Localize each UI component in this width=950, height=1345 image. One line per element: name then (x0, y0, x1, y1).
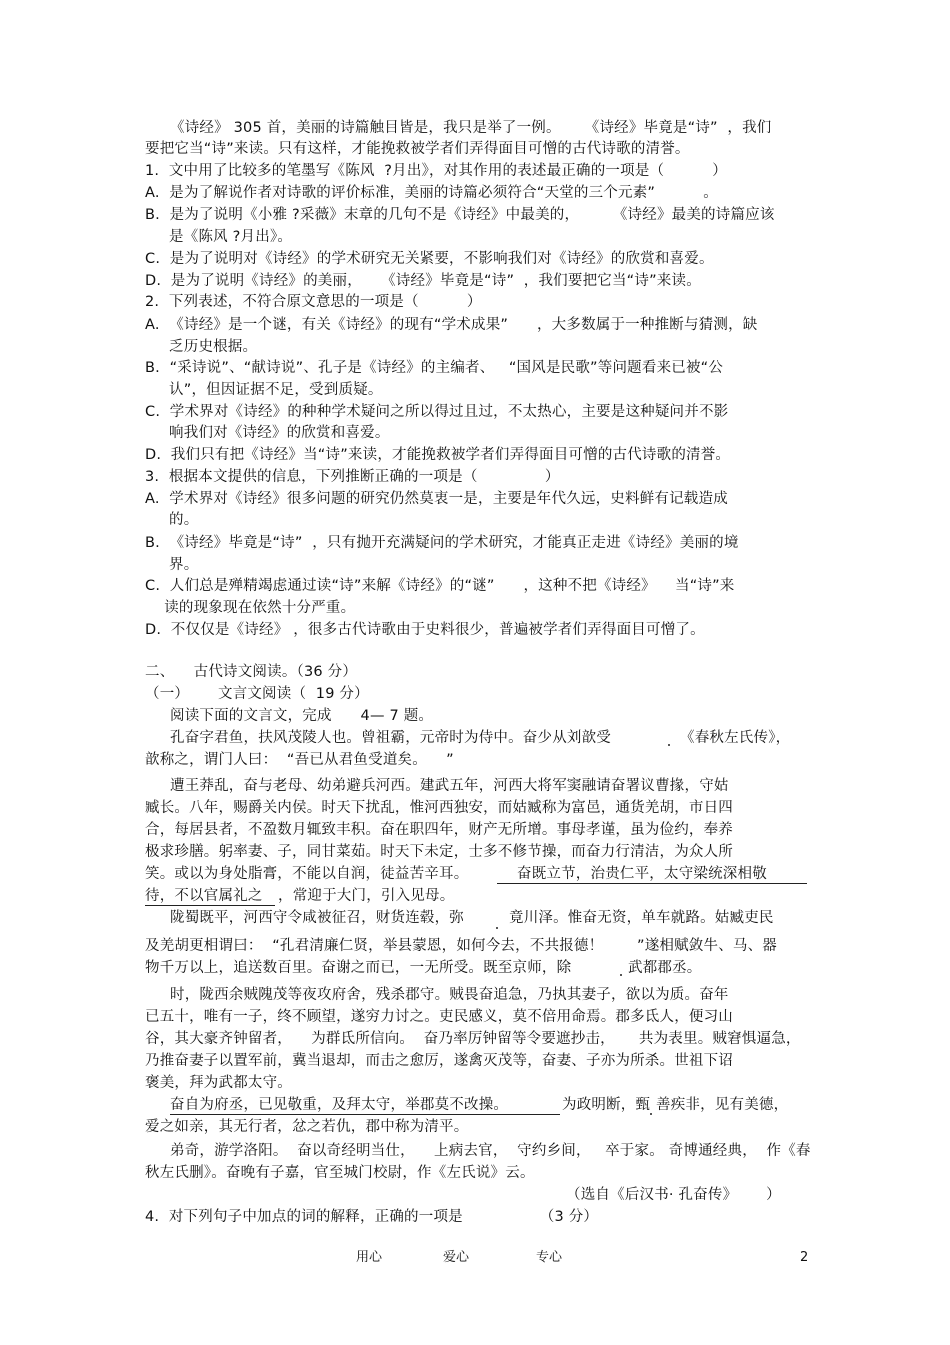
classical-text-line: 爱之如亲，其无行者，忿之若仇，郡中称为清平。 (145, 1119, 469, 1135)
subsection-heading: （一） 文言文阅读（ 19 分） (145, 686, 369, 702)
question-2-stem: 2. 下列表述，不符合原文意思的一项是（ ） (145, 294, 482, 310)
classical-text-line: ，常迎于大门，引入见母。 (278, 888, 455, 904)
footer-motto: 用心 (356, 1250, 383, 1265)
option-line: 界。 (145, 557, 199, 573)
classical-text-line: 竟川泽。惟奋无资，单车就路。姑臧吏民 (509, 910, 774, 926)
classical-text-line: 歆称之，谓门人曰： “吾已从君鱼受道矣。 ” (145, 752, 454, 768)
section-heading: 二、 古代诗文阅读。（36 分） (145, 664, 358, 680)
classical-text-line: 极求珍膳。躬率妻、子，同甘菜茹。时天下未定，士多不修节操，而奋力行清洁，为众人所 (145, 844, 733, 860)
underlined-sentence: 奋自为府丞，已见敬重，及拜太守，举郡莫不改操。 (170, 1097, 509, 1113)
source-citation: （选自《后汉书· 孔奋传》 ） (566, 1187, 781, 1203)
classical-text-line: 臧长。八年，赐爵关内侯。时天下扰乱，惟河西独安，而姑臧称为富邑，通货羌胡，市日四 (145, 800, 733, 816)
underline-rule (145, 905, 275, 906)
classical-text-line: 孔奋字君鱼，扶风茂陵人也。曾祖霸，元帝时为侍中。奋少从刘歆受 (170, 730, 611, 746)
question-3-stem: 3. 根据本文提供的信息，下列推断正确的一项是（ ） (145, 469, 560, 485)
emphasis-dot (496, 927, 498, 929)
option-line: C. 人们总是殚精竭虑通过读“诗”来解《诗经》的“谜” ，这种不把《诗经》 当“诗”来 (145, 578, 735, 594)
instruction: 阅读下面的文言文，完成 4— 7 题。 (170, 708, 434, 724)
emphasis-dot (620, 974, 622, 976)
passage-line: 《诗经》 305 首，美丽的诗篇触目皆是，我只是举了一例。 《诗经》毕竟是“诗” ，我们 (170, 120, 772, 136)
footer-motto: 专心 (536, 1250, 563, 1265)
option-line: B. 《诗经》毕竟是“诗” ，只有抛开充满疑问的学术研究，才能真正走进《诗经》美丽的境 (145, 535, 739, 551)
underline-rule (170, 1114, 560, 1115)
option-line: A. 是为了解说作者对诗歌的评价标准，美丽的诗篇必须符合“天堂的三个元素” 。 (145, 185, 718, 201)
classical-text-line: 合，每居县者，不盈数月辄致丰积。奋在职四年，财产无所增。事母孝谨，虽为俭约，奉养 (145, 822, 733, 838)
classical-text-line: 已五十，唯有一子，终不顾望，遂穷力讨之。吏民感义，莫不倍用命焉。郡多氐人，便习山 (145, 1009, 733, 1025)
option-line: B. “采诗说”、“献诗说”、孔子是《诗经》的主编者、 “国风是民歌”等问题看来已被“公 (145, 360, 724, 376)
classical-text-line: 陇蜀既平，河西守令咸被征召，财货连毂，弥 (170, 910, 464, 926)
classical-text-line: 乃推奋妻子以置军前，冀当退却，而击之愈厉，遂禽灭茂等，奋妻、子亦为所杀。世祖下诏 (145, 1053, 733, 1069)
classical-text-line: 武都郡丞。 (628, 960, 702, 976)
classical-text-line: 弟奇，游学洛阳。 奋以奇经明当仕， 上病去官， 守约乡间， 卒于家。 奇博通经典， 作《春 (170, 1143, 811, 1159)
classical-text-line: 《春秋左氏传》， (680, 730, 791, 746)
footer-motto: 爱心 (443, 1250, 470, 1265)
question-1-stem: 1. 文中用了比较多的笔墨写《陈风 ?月出》，对其作用的表述最正确的一项是（ ） (145, 163, 728, 179)
option-line: D. 我们只有把《诗经》当“诗”来读，才能挽救被学者们弄得面目可憎的古代诗歌的清誉。 (145, 447, 731, 463)
classical-text-line: 笑。或以为身处脂膏，不能以自润，徒益苦辛耳。 (145, 866, 469, 882)
option-line: A. 《诗经》是一个谜，有关《诗经》的现有“学术成果” ，大多数属于一种推断与猜测，缺 (145, 317, 758, 333)
emphasis-dot (650, 1113, 652, 1115)
passage-line: 要把它当“诗”来读。只有这样，才能挽救被学者们弄得面目可憎的古代诗歌的清誉。 (145, 141, 690, 157)
question-4-stem: 4. 对下列句子中加点的词的解释，正确的一项是 （3 分） (145, 1209, 599, 1225)
emphasis-dot (668, 744, 670, 746)
option-line: C. 是为了说明对《诗经》的学术研究无关紧要，不影响我们对《诗经》的欣赏和喜爱。 (145, 251, 714, 267)
option-line: A. 学术界对《诗经》很多问题的研究仍然莫衷一是，主要是年代久远，史料鲜有记载造成 (145, 491, 728, 507)
option-line: D. 是为了说明《诗经》的美丽， 《诗经》毕竟是“诗” ，我们要把它当“诗”来读。 (145, 273, 701, 289)
option-line: 响我们对《诗经》的欣赏和喜爱。 (145, 425, 390, 441)
option-line: 认”，但因证据不足，受到质疑。 (145, 382, 383, 398)
classical-text-line: 物千万以上，追送数百里。奋谢之而已，一无所受。既至京师，除 (145, 960, 572, 976)
option-line: 读的现象现在依然十分严重。 (145, 600, 356, 616)
underline-rule (497, 883, 807, 884)
option-line: 乏历史根据。 (145, 339, 258, 355)
option-line: D. 不仅仅是《诗经》 ，很多古代诗歌由于史料很少，普遍被学者们弄得面目可憎了。 (145, 622, 705, 638)
classical-text-line: 褒美，拜为武都太守。 (145, 1075, 292, 1091)
underlined-sentence: 待，不以官属礼之 (145, 888, 263, 904)
option-line: C. 学术界对《诗经》的种种学术疑问之所以得过且过，不太热心，主要是这种疑问并不影 (145, 404, 729, 420)
classical-text-line: 善疾非，见有美德， (656, 1097, 789, 1113)
classical-text-line: 秋左氏删》。奋晚有子嘉，官至城门校尉，作《左氏说》云。 (145, 1165, 535, 1181)
classical-text-line: 遭王莽乱，奋与老母、幼弟避兵河西。建武五年，河西大将军窦融请奋署议曹掾，守姑 (170, 778, 729, 794)
classical-text-line: 谷，其大豪齐钟留者， 为群氐所信向。 奋乃率厉钟留等令要遮抄击， 共为表里。贼窘惧逼急， (145, 1031, 801, 1047)
option-line: 的。 (145, 512, 199, 528)
classical-text-line: 及羌胡更相谓曰： “孔君清廉仁贤，举县蒙恩，如何今去，不共报德！ ”遂相赋敛牛、马、器 (145, 938, 778, 954)
option-line: B. 是为了说明《小雅 ?采薇》末章的几句不是《诗经》中最美的， 《诗经》最美的诗篇应该 (145, 207, 775, 223)
classical-text-line: 为政明断，甄 (562, 1097, 651, 1113)
classical-text-line: 时，陇西余贼隗茂等夜攻府舍，残杀郡守。贼畏奋追急，乃执其妻子，欲以为质。奋年 (170, 987, 729, 1003)
option-line: 是《陈风 ?月出》。 (145, 229, 293, 245)
page-number: 2 (800, 1250, 809, 1265)
underlined-sentence: 奋既立节，治贵仁平，太守梁统深相敬 (517, 866, 767, 882)
